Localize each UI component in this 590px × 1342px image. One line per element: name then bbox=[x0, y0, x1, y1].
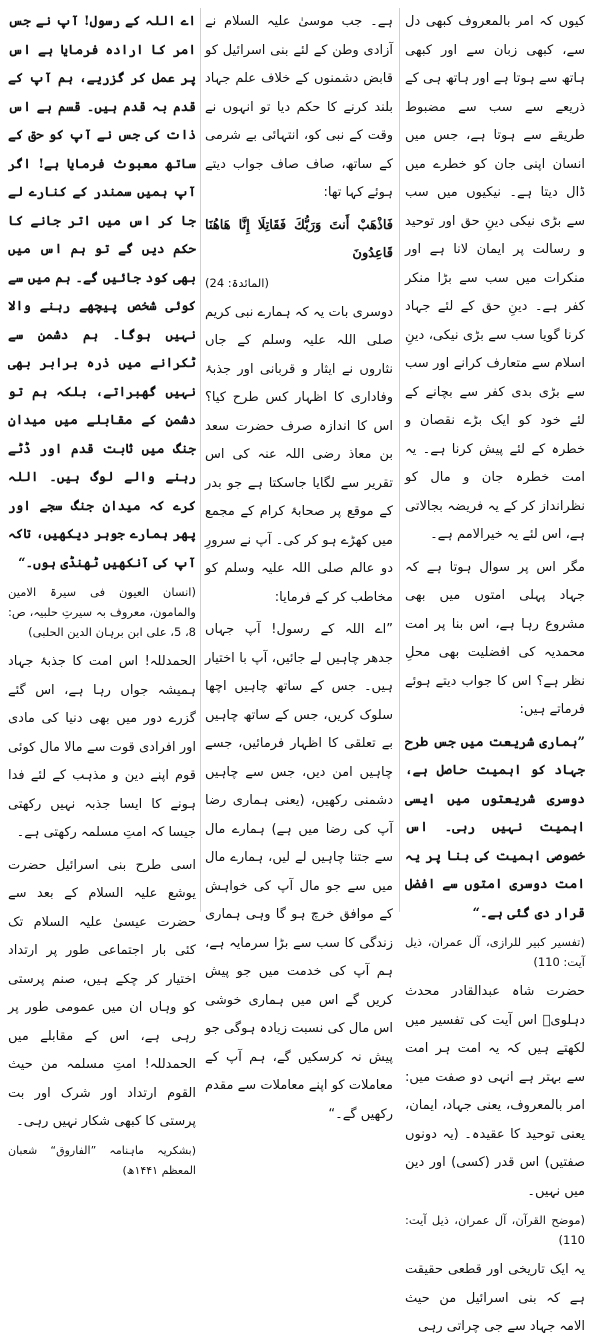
paragraph: یہ ایک تاریخی اور قطعی حقیقت ہے کہ بنی اسرائیل من حیث الامہ جہاد سے جی چراتی رہی bbox=[405, 1262, 585, 1334]
quotation: ”ہماری شریعت میں جس طرح جہاد کو اہمیت حاصل ہے، دوسری شریعتوں میں ایسی اہمیت نہیں رہی۔ اس خصوصی اہمیت کی بنا پر یہ امت دوسری امتوں سے افضل قرار دی گئی ہے۔“ bbox=[405, 734, 585, 921]
paragraph: مگر اس پر سوال ہوتا ہے کہ جہاد پہلی امتوں میں بھی مشروع رہا ہے، اس بنا پر امت محمدیہ کی افضلیت بھی محلِ نظر ہے؟ اس کا جواب دیتے ہوئے فرماتے ہیں: bbox=[405, 559, 585, 717]
column-middle bbox=[205, 8, 393, 1122]
column-right bbox=[405, 8, 585, 1334]
citation: (موضح القرآن، آل عمران، ذیل آیت: 110) bbox=[405, 1213, 585, 1247]
quotation: ”اے اللہ کے رسول! آپ جہاں جدھر چاہیں لے جائیں، آپ با اختیار ہیں۔ جس کے ساتھ چاہیں اچھا سلوک کریں، جس کے ساتھ چاہیں بے تعلقی کا اظہار فرمائیں، جسے چاہیں امن دیں، جس سے چاہیں دشمنی رکھیں، (یعنی ہماری رضا آپ کی رضا میں ہے) ہمارے مال سے جتنا چاہیں لے لیں، ہمارے مال میں سے جو مال آپ کی خواہش کے موافق خرچ ہو گا وہی ہماری زندگی کا سب سے بڑا سرمایہ ہے، ہم آپ کی خدمت میں جو پیش کریں گے اس میں ہماری خوشی اس مال کی نسبت زیادہ ہوگی جو پیش نہ کرسکیں گے، ہم آپ کے معاملات کو اپنے معاملات سے مقدم رکھیں گے۔“ bbox=[205, 622, 393, 1122]
citation: (انسان العیون فی سیرۃ الامین والمامون، معروف بہ سیرتِ حلبیہ، ص: 8، 5، علی ابن برہان الدین الحلبی) bbox=[8, 585, 196, 639]
paragraph: کیوں کہ امر بالمعروف کبھی دل سے، کبھی زبان سے اور کبھی ہاتھ سے ہوتا ہے اور ہاتھ ہی کے ذریعے سے سب سے مضبوط طریقے سے ہوتا ہے، جس میں انسان اپنی جان کو خطرے میں ڈال دیتا ہے۔ نیکیوں میں سب سے بڑی نیکی دینِ حق اور توحید و رسالت پر ایمان لانا ہے اور منکرات میں سب سے بڑا منکر کفر ہے۔ دینِ حق کے لئے جہاد کرنا گویا سب سے بڑی نیکی، دینِ اسلام سے متعارف کرانے اور سب سے بڑی بدی کفر سے بچانے کے لئے خود کو ایک بڑے نقصان و خطرہ کے لئے پیش کرنا ہے۔ یہ امت خطرہ جان و مال کو نظرانداز کر کے یہ فریضہ بجالاتی ہے، اس لئے یہ خیرالامم ہے۔ bbox=[405, 14, 585, 542]
paragraph: اسی طرح بنی اسرائیل حضرت یوشع علیہ السلام کے بعد سے حضرت عیسیٰ علیہ السلام تک کئی بار اجتماعی طور پر ارتداد اختیار کر چکے ہیں، صنم پرستی کو وہاں ان میں عمومی طور پر رہی ہے، اس کے مقابلے میں الحمدللہ! امتِ مسلمہ من حیث القوم ارتداد اور شرک اور بت پرستی کا کبھی شکار نہیں رہی۔ bbox=[8, 857, 196, 1129]
source-credit: (بشکریہ ماہنامہ ”الفاروق“ شعبان المعظم ۱۴۴۱ھ) bbox=[8, 1143, 196, 1177]
verse-reference: (المائدۃ: 24) bbox=[205, 275, 269, 290]
column-divider bbox=[399, 8, 400, 912]
paragraph: حضرت شاہ عبدالقادر محدث دہلویؒ اس آیت کی تفسیر میں لکھتے ہیں کہ یہ امت ہر امت سے بہتر ہے انہی دو صفت میں: امر بالمعروف، یعنی جہاد، ایمان، یعنی توحید کا عقیدہ۔ (یہ دونوں صفتیں) اس قدر (کسی) اور دین میں نہیں۔ bbox=[405, 984, 585, 1199]
column-left bbox=[8, 8, 196, 1177]
citation: (تفسیر کبیر للرازی، آل عمران، ذیل آیت: 110) bbox=[405, 935, 585, 969]
quotation: اے اللہ کے رسول! آپ نے جس امر کا ارادہ فرمایا ہے اس پر عمل کر گزریے، ہم آپ کے قدم بہ قدم ہیں۔ قسم ہے اس ذات کی جس نے آپ کو حق کے ساتھ معبوث فرمایا ہے! اگر آپ ہمیں سمندر کے کنارے لے جا کر اس میں اتر جانے کا حکم دیں گے تو ہم اس میں بھی کود جائیں گے۔ ہم میں سے کوئی شخص پیچھے رہنے والا نہیں ہوگا۔ ہم دشمن سے ٹکرانے میں ذرہ برابر بھی نہیں گھبراتے، بلکہ ہم تو دشمن کے مقابلے میں میدانِ جنگ میں ثابت قدم اور ڈٹے رہنے والے لوگ ہیں۔ اللہ کرے کہ میدانِ جنگ سجے اور پھر ہمارے جوہر دیکھیں، تاکہ آپ کی آنکھیں ٹھنڈی ہوں۔“ bbox=[8, 14, 196, 571]
column-divider bbox=[200, 8, 201, 912]
quranic-verse: فَاذْهَبْ أَنتَ وَرَبُّكَ فَقَاتِلَا إِنَّا هَاهُنَا قَاعِدُونَ bbox=[205, 217, 393, 261]
paragraph: دوسری بات یہ کہ ہمارے نبی کریم صلی اللہ علیہ وسلم کے جاں نثاروں نے ایثار و قربانی اور جذبۂ وفاداری کا اظہار کس طرح کیا؟ اس کا اندازہ صرف حضرت سعد بن معاذ رضی اللہ عنہ کی اس تقریر سے لگایا جاسکتا ہے جو بدر کے موقع پر صحابۂ کرام کے مجمع میں کھڑے ہو کر کی۔ آپ نے سرورِ دو عالم صلی اللہ علیہ وسلم کو مخاطب کر کے فرمایا: bbox=[205, 304, 393, 605]
paragraph: ہے۔ جب موسیٰ علیہ السلام نے آزادی وطن کے لئے بنی اسرائیل کو قابض دشمنوں کے خلاف علم جہاد بلند کرنے کا حکم دیا تو انہوں نے وقت کے نبی کو، انتہائی بے شرمی کے ساتھ، صاف صاف جواب دیتے ہوئے کہا تھا: bbox=[205, 14, 393, 200]
paragraph: الحمدللہ! اس امت کا جذبۂ جہاد ہمیشہ جواں رہا ہے، اس گئے گزرے دور میں بھی دنیا کی مادی اور افرادی قوت سے مالا مال کوئی قوم اپنے دین و مذہب کے لئے فدا ہونے کا ایسا جذبہ نہیں رکھتی جیسا کہ امتِ مسلمہ رکھتی ہے۔ bbox=[8, 654, 196, 840]
